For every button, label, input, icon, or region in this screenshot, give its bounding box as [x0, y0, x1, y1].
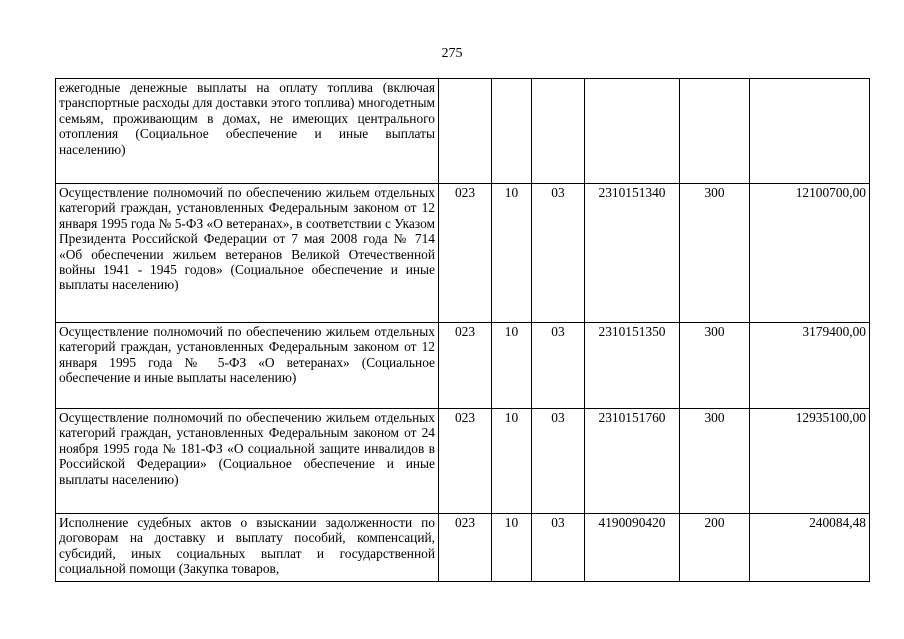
- expense-type-code: 200: [680, 514, 750, 582]
- table-row: [56, 409, 870, 514]
- section-code: 10: [492, 184, 532, 323]
- target-code: [585, 79, 680, 184]
- table-row: [56, 184, 870, 323]
- ministry-code: 023: [439, 323, 492, 409]
- row-description: ежегодные денежные выплаты на оплату топлива (включая транспортные расходы для доставки этого топлива) многодетным семьям, проживающим в домах, не имеющих центрального отопления (Социальное обеспечение и иные выплаты населению): [56, 79, 439, 184]
- section-code: 10: [492, 323, 532, 409]
- page-number: 275: [441, 46, 463, 61]
- amount: [750, 79, 870, 184]
- row-description: Осуществление полномочий по обеспечению жильем отдельных категорий граждан, установленных Федеральным законом от 12 января 1995 года № 5-ФЗ «О ветеранах», в соответствии с Указом Президента Российской Федерации от 7 мая 2008 года № 714 «Об обеспечении жильем ветеранов Великой Отечественной войны 1941 - 1945 годов» (Социальное обеспечение и иные выплаты населению): [56, 184, 439, 323]
- subsection-code: 03: [532, 514, 585, 582]
- table-row: [56, 514, 870, 582]
- amount: 12100700,00: [750, 184, 870, 323]
- expense-type-code: 300: [680, 323, 750, 409]
- expense-type-code: [680, 79, 750, 184]
- expense-type-code: 300: [680, 184, 750, 323]
- subsection-code: [532, 79, 585, 184]
- row-description: Исполнение судебных актов о взыскании задолженности по договорам на доставку и выплату пособий, компенсаций, субсидий, иных социальных выплат и государственной социальной помощи (Закупка товаров,: [56, 514, 439, 582]
- target-code: 4190090420: [585, 514, 680, 582]
- amount: 3179400,00: [750, 323, 870, 409]
- expense-type-code: 300: [680, 409, 750, 514]
- section-code: 10: [492, 514, 532, 582]
- section-code: 10: [492, 409, 532, 514]
- ministry-code: 023: [439, 409, 492, 514]
- amount: 12935100,00: [750, 409, 870, 514]
- row-description: Осуществление полномочий по обеспечению жильем отдельных категорий граждан, установленных Федеральным законом от 12 января 1995 года № 5-ФЗ «О ветеранах» (Социальное обеспечение и иные выплаты населению): [56, 323, 439, 409]
- subsection-code: 03: [532, 409, 585, 514]
- ministry-code: [439, 79, 492, 184]
- ministry-code: 023: [439, 184, 492, 323]
- target-code: 2310151340: [585, 184, 680, 323]
- section-code: [492, 79, 532, 184]
- row-description: Осуществление полномочий по обеспечению жильем отдельных категорий граждан, установленных Федеральным законом от 24 ноября 1995 года № 181-ФЗ «О социальной защите инвалидов в Российской Федерации» (Социальное обеспечение и иные выплаты населению): [56, 409, 439, 514]
- amount: 240084,48: [750, 514, 870, 582]
- subsection-code: 03: [532, 184, 585, 323]
- ministry-code: 023: [439, 514, 492, 582]
- subsection-code: 03: [532, 323, 585, 409]
- budget-table: [55, 78, 870, 582]
- target-code: 2310151760: [585, 409, 680, 514]
- target-code: 2310151350: [585, 323, 680, 409]
- table-row: [56, 323, 870, 409]
- table-row: [56, 79, 870, 184]
